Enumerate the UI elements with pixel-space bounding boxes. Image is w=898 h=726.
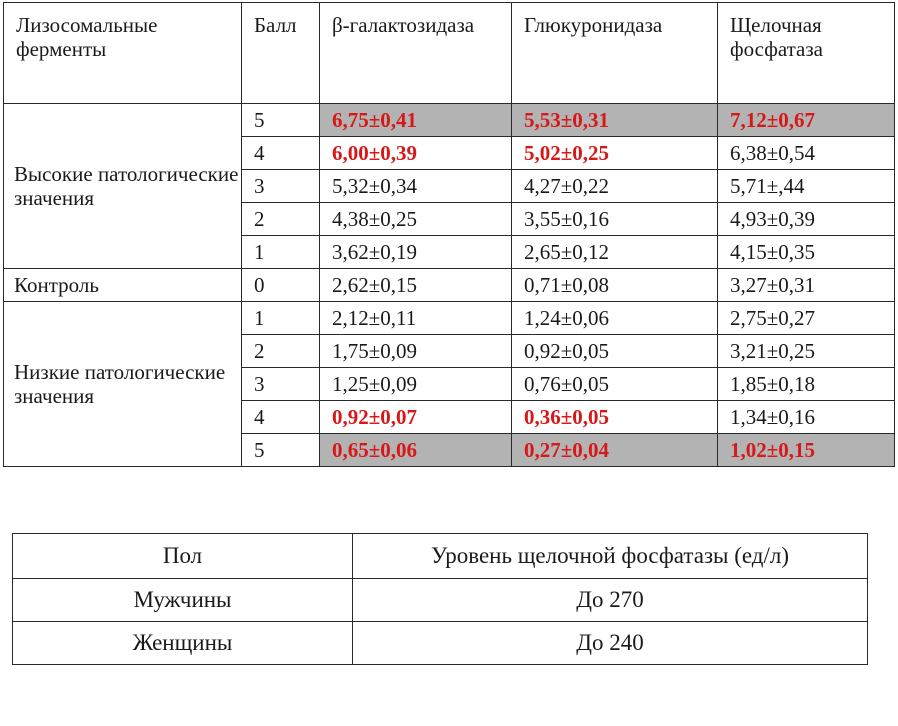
sex-cell: Мужчины: [13, 579, 353, 622]
score-cell: 1: [242, 236, 320, 269]
glucuronidase-cell: 3,55±0,16: [512, 203, 718, 236]
beta-gal-cell: 2,62±0,15: [320, 269, 512, 302]
header-alk-phos-level: Уровень щелочной фосфатазы (ед/л): [353, 534, 868, 579]
score-cell: 3: [242, 170, 320, 203]
glucuronidase-cell: 1,24±0,06: [512, 302, 718, 335]
alk-phos-cell: 7,12±0,67: [718, 104, 895, 137]
score-cell: 4: [242, 137, 320, 170]
alk-phos-cell: 6,38±0,54: [718, 137, 895, 170]
glucuronidase-cell: 5,02±0,25: [512, 137, 718, 170]
enzyme-table: [3, 2, 895, 467]
beta-gal-cell: 4,38±0,25: [320, 203, 512, 236]
table-row: [4, 269, 895, 302]
beta-gal-cell: 0,65±0,06: [320, 434, 512, 467]
group-low: Низкие патологические значения: [4, 302, 242, 467]
score-cell: 5: [242, 434, 320, 467]
alk-phos-cell: 1,85±0,18: [718, 368, 895, 401]
beta-gal-cell: 6,00±0,39: [320, 137, 512, 170]
glucuronidase-cell: 0,92±0,05: [512, 335, 718, 368]
alk-phos-cell: 3,21±0,25: [718, 335, 895, 368]
beta-gal-cell: 5,32±0,34: [320, 170, 512, 203]
alk-phos-cell: 4,15±0,35: [718, 236, 895, 269]
glucuronidase-cell: 0,76±0,05: [512, 368, 718, 401]
alk-phos-cell: 5,71±,44: [718, 170, 895, 203]
beta-gal-cell: 0,92±0,07: [320, 401, 512, 434]
alk-phos-cell: 4,93±0,39: [718, 203, 895, 236]
alk-phos-cell: 1,34±0,16: [718, 401, 895, 434]
glucuronidase-cell: 5,53±0,31: [512, 104, 718, 137]
alk-phos-cell: 3,27±0,31: [718, 269, 895, 302]
header-beta-galactosidase: β-галактозидаза: [320, 3, 512, 104]
enzyme-table-header-row: [4, 3, 895, 104]
alk-phos-cell: 2,75±0,27: [718, 302, 895, 335]
score-cell: 1: [242, 302, 320, 335]
glucuronidase-cell: 0,27±0,04: [512, 434, 718, 467]
score-cell: 5: [242, 104, 320, 137]
header-sex: Пол: [13, 534, 353, 579]
beta-gal-cell: 3,62±0,19: [320, 236, 512, 269]
group-control: Контроль: [4, 269, 242, 302]
table-row: [4, 302, 895, 335]
alk-phos-table-header-row: [13, 534, 868, 579]
level-cell: До 240: [353, 622, 868, 665]
alkaline-phosphatase-table: [12, 533, 868, 665]
beta-gal-cell: 1,25±0,09: [320, 368, 512, 401]
sex-cell: Женщины: [13, 622, 353, 665]
beta-gal-cell: 6,75±0,41: [320, 104, 512, 137]
score-cell: 3: [242, 368, 320, 401]
beta-gal-cell: 2,12±0,11: [320, 302, 512, 335]
alk-phos-cell: 1,02±0,15: [718, 434, 895, 467]
beta-gal-cell: 1,75±0,09: [320, 335, 512, 368]
header-enzymes: Лизосомальные ферменты: [4, 3, 242, 104]
glucuronidase-cell: 0,36±0,05: [512, 401, 718, 434]
header-glucuronidase: Глюкуронидаза: [512, 3, 718, 104]
table-row: [13, 622, 868, 665]
score-cell: 4: [242, 401, 320, 434]
score-cell: 2: [242, 335, 320, 368]
glucuronidase-cell: 2,65±0,12: [512, 236, 718, 269]
header-alkaline-phosphatase: Щелочная фосфатаза: [718, 3, 895, 104]
level-cell: До 270: [353, 579, 868, 622]
score-cell: 0: [242, 269, 320, 302]
table-row: [13, 579, 868, 622]
glucuronidase-cell: 4,27±0,22: [512, 170, 718, 203]
glucuronidase-cell: 0,71±0,08: [512, 269, 718, 302]
group-high: Высокие патологические значения: [4, 104, 242, 269]
header-score: Балл: [242, 3, 320, 104]
score-cell: 2: [242, 203, 320, 236]
table-row: [4, 104, 895, 137]
